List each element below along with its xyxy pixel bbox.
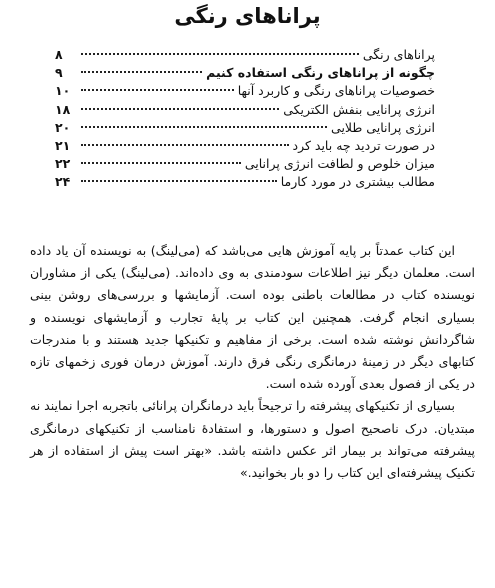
toc-item (55, 173, 435, 191)
toc-item (55, 82, 435, 100)
toc-item-label: انرژی پرانایی بنفش الکتریکی (283, 101, 435, 117)
toc-item-page: ۲۰ (55, 119, 71, 135)
toc-item (55, 155, 435, 173)
toc-item (55, 46, 435, 64)
toc-item-label: پراناهای رنگی (362, 47, 435, 62)
page-title: پراناهای رنگی (174, 4, 321, 28)
toc-leader-dots (81, 144, 289, 146)
toc-item-page: ۱۸ (55, 101, 71, 117)
toc-leader-dots (81, 89, 234, 91)
toc-leader-dots (81, 180, 277, 182)
toc-item-label: در صورت تردید چه باید کرد (292, 137, 435, 153)
toc-leader-dots (81, 162, 241, 164)
toc-item-label: مطالب بیشتری در مورد کارما (280, 174, 435, 190)
toc-leader-dots (81, 53, 359, 55)
toc-item-label: انرژی پرانایی طلایی (331, 119, 435, 135)
toc-item-label: میزان خلوص و لطافت انرژی پرانایی (244, 156, 435, 172)
body-text (30, 240, 475, 484)
toc-item (55, 64, 435, 82)
toc-item-page: ۱۰ (55, 83, 71, 99)
toc-leader-dots (81, 108, 279, 110)
toc-item-page: ۲۱ (55, 137, 71, 153)
toc-item-page: ۹ (55, 65, 63, 81)
table-of-contents (55, 46, 435, 192)
toc-item (55, 101, 435, 119)
toc-item-page: ۲۲ (55, 156, 71, 172)
toc-item (55, 119, 435, 137)
toc-leader-dots (81, 126, 327, 128)
toc-item (55, 137, 435, 155)
toc-item-page: ۸ (55, 47, 63, 62)
body-paragraph: بسیاری از تکنیکهای پیشرفته را ترجیحاً باید درمانگران پرانائی باتجربه اجرا نمایند نه مبتدیان. درک ناصحیح اصول و دستورها، و استفادهٔ نامناسب از تکنیکهای درمانگری پیشرفته می‌تواند بر بیمار اثر عکس داشته باشد. «بهتر است پیش از استفاده از هر تکنیک پیشرفته‌ای این کتاب را دو بار بخوانید.» (30, 398, 475, 481)
toc-leader-dots (81, 71, 202, 73)
toc-item-page: ۲۴ (55, 174, 71, 190)
toc-item-label: خصوصیات پراناهای رنگی و کاربرد آنها (237, 83, 435, 99)
body-paragraph: این کتاب عمدتاً بر پایه آموزش هایی می‌باشد که (می‌لینگ) به نویسنده آن یاد داده است. معلمان دیگر نیز اطلاعات سودمندی به وی داده‌اند. (می‌لینگ) یکی از مشاوران نویسنده کتاب در مطالعات باطنی بوده است. آزمایشها و بررسی‌های روشن بینی بسیاری انجام گرفت. همچنین این کتاب بر پایهٔ تجارب و آزمایشهای نویسنده و شاگردانش نوشته شده است. برخی از مفاهیم و تکنیکها جدید هستند و با مندرجات کتابهای دیگر در زمینهٔ درمانگری رنگی فرق دارند. آموزش درمان فوری زخمهای تازه در یکی از فصول بعدی آورده شده است. (30, 243, 475, 392)
toc-item-label: چگونه از پراناهای رنگی استفاده کنیم (206, 65, 435, 81)
